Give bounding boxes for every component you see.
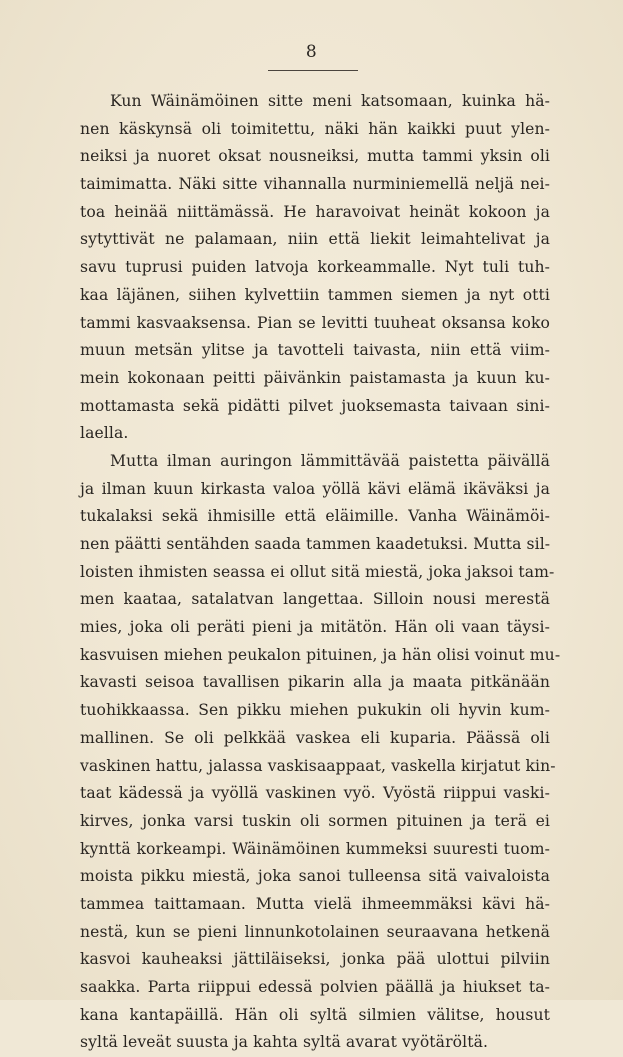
text-line: saakka. Parta riippui edessä polvien päällä ja hiukset ta- — [80, 978, 550, 996]
text-line: kasvuisen miehen peukalon pituinen, ja hän olisi voinut mu- — [80, 645, 561, 664]
text-line: toa heinää niittämässä. He haravoivat heinät kokoon ja — [80, 202, 550, 221]
text-line: taat kädessä ja vyöllä vaskinen vyö. Vyöstä riippui vaski- — [80, 784, 550, 803]
text-line: Mutta ilman auringon lämmittävää paistetta päivällä — [110, 451, 550, 470]
header-rule — [268, 70, 358, 71]
text-line: mein kokonaan peitti päivänkin paistamasta ja kuun ku- — [80, 368, 550, 387]
text-line: savu tuprusi puiden latvoja korkeammalle. Nyt tuli tuh- — [80, 258, 550, 277]
text-line: mallinen. Se oli pelkkää vaskea eli kuparia. Päässä oli — [80, 728, 550, 747]
text-line: tukalaksi sekä ihmisille että eläimille. Vanha Wäinämöi- — [80, 507, 550, 526]
text-line: tuohikkaassa. Sen pikku miehen pukukin oli hyvin kum- — [80, 701, 550, 720]
text-line: mottamasta sekä pidätti pilvet juoksemasta taivaan sini- — [80, 396, 550, 415]
text-line: men kaataa, satalatvan langettaa. Silloin nousi merestä — [80, 590, 550, 609]
text-line: nen käskynsä oli toimitettu, näki hän kaikki puut ylen- — [80, 119, 550, 138]
text-line: kaa läjänen, siihen kylvettiin tammen siemen ja nyt otti — [80, 285, 550, 304]
text-line: syltä leveät suusta ja kahta syltä avarat vyötäröltä. — [80, 1033, 489, 1052]
text-line: loisten ihmisten seassa ei ollut sitä miestä, joka jaksoi tam- — [80, 562, 555, 581]
page-number: 8 — [305, 42, 318, 62]
text-line: mies, joka oli peräti pieni ja mitätön. Hän oli vaan täysi- — [80, 618, 550, 637]
text-line: tammea taittamaan. Mutta vielä ihmeemmäksi kävi hä- — [80, 894, 550, 913]
text-line: moista pikku miestä, joka sanoi tulleensa sitä vaivaloista — [80, 867, 550, 886]
text-line: taimimatta. Näki sitte vihannalla nurminiemellä neljä nei- — [80, 175, 550, 194]
body-text — [80, 88, 561, 1057]
text-line: kasvoi kauheaksi jättiläiseksi, jonka pää ulottui pilviin — [80, 950, 550, 969]
text-line: neiksi ja nuoret oksat nousneiksi, mutta tammi yksin oli — [80, 147, 550, 166]
text-line: ja ilman kuun kirkasta valoa yöllä kävi elämä ikäväksi ja — [80, 479, 550, 498]
text-line: kirves, jonka varsi tuskin oli sormen pituinen ja terä ei — [80, 811, 550, 830]
text-line: nen päätti sentähden saada tammen kaadetuksi. Mutta sil- — [80, 535, 551, 553]
text-line: kana kantapäillä. Hän oli syltä silmien välitse, housut — [80, 1005, 550, 1024]
text-line: kavasti seisoa tavallisen pikarin alla ja maata pitkänään — [80, 673, 550, 692]
text-line: muun metsän ylitse ja tavotteli taivasta, niin että viim- — [80, 341, 550, 360]
text-line: nestä, kun se pieni linnunkotolainen seuraavana hetkenä — [80, 922, 550, 941]
text-line: laella. — [80, 424, 129, 443]
text-line: tammi kasvaaksensa. Pian se levitti tuuheat oksansa koko — [80, 313, 550, 332]
text-line: vaskinen hattu, jalassa vaskisaappaat, vaskella kirjatut kin- — [80, 756, 556, 775]
text-line: Kun Wäinämöinen sitte meni katsomaan, kuinka hä- — [110, 92, 550, 110]
text-line: sytyttivät ne palamaan, niin että liekit leimahtelivat ja — [80, 230, 550, 249]
text-line: kynttä korkeampi. Wäinämöinen kummeksi suuresti tuom- — [80, 839, 550, 858]
